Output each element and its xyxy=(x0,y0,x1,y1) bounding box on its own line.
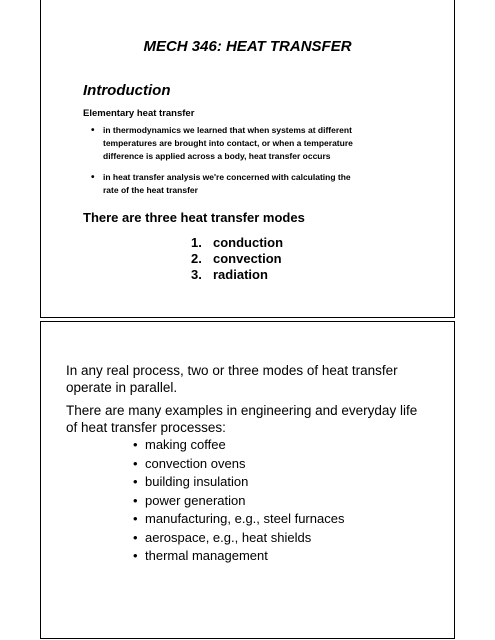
bullet-line: • in heat transfer analysis we're concerned with calculating the xyxy=(103,172,351,182)
example-item: • making coffee xyxy=(133,436,344,455)
bullet-item xyxy=(91,171,351,197)
paragraph-line: There are many examples in engineering and everyday life xyxy=(66,403,418,418)
examples-list xyxy=(133,436,344,566)
subheading: Elementary heat transfer xyxy=(83,108,195,119)
mode-item xyxy=(191,235,283,251)
bullet-line: temperatures are brought into contact, or when a temperature xyxy=(103,138,353,148)
mode-label: convection xyxy=(213,251,282,266)
example-item: • building insulation xyxy=(133,473,344,492)
slide-1 xyxy=(40,0,455,318)
bullet-list-2 xyxy=(91,171,351,197)
bullet-list-1 xyxy=(91,124,353,163)
mode-number: 1. xyxy=(191,235,202,250)
paragraph-1 xyxy=(66,362,426,396)
mode-item xyxy=(191,267,283,283)
bullet-line: • in thermodynamics we learned that when systems at different xyxy=(103,125,352,135)
mode-label: conduction xyxy=(213,235,284,250)
mode-item xyxy=(191,251,283,267)
mode-number: 3. xyxy=(191,267,202,282)
paragraph-line: of heat transfer processes: xyxy=(66,420,226,435)
example-item: • thermal management xyxy=(133,547,344,566)
paragraph-line: In any real process, two or three modes of heat transfer xyxy=(66,363,398,378)
paragraph-line: operate in parallel. xyxy=(66,380,178,395)
example-item: • aerospace, e.g., heat shields xyxy=(133,529,344,548)
bullet-line: rate of the heat transfer xyxy=(103,185,198,195)
example-item: • convection ovens xyxy=(133,455,344,474)
modes-heading: There are three heat transfer modes xyxy=(83,210,305,225)
slide-title: MECH 346: HEAT TRANSFER xyxy=(143,38,352,55)
mode-label: radiation xyxy=(213,267,268,282)
bullet-item xyxy=(91,124,353,163)
bullet-line: difference is applied across a body, heat transfer occurs xyxy=(103,151,331,161)
slide-2 xyxy=(40,321,455,639)
modes-list xyxy=(191,235,283,283)
mode-number: 2. xyxy=(191,251,202,266)
paragraph-2 xyxy=(66,402,426,436)
example-item: • power generation xyxy=(133,492,344,511)
section-title: Introduction xyxy=(83,82,171,99)
example-item: • manufacturing, e.g., steel furnaces xyxy=(133,510,344,529)
